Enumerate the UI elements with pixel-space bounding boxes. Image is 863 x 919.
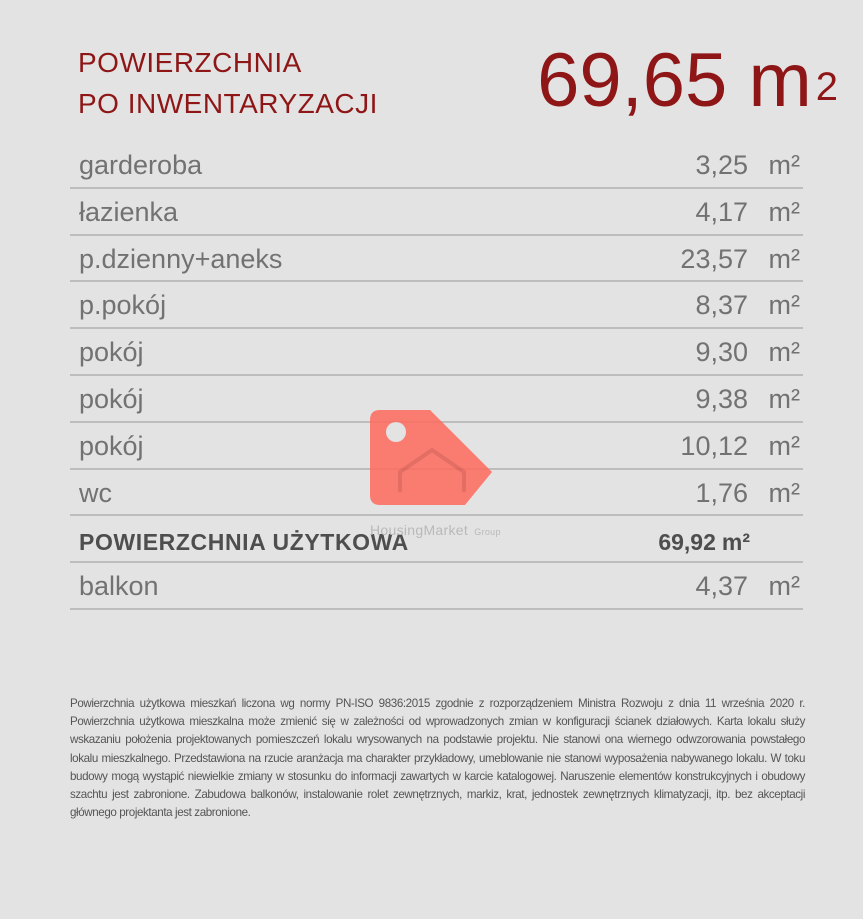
room-area: 8,37 xyxy=(695,290,748,321)
room-name: wc xyxy=(79,477,112,508)
room-area-table xyxy=(70,142,803,610)
room-area-unit: m² xyxy=(768,383,800,414)
balcony-area-unit: m² xyxy=(768,571,800,602)
room-area-unit: m² xyxy=(768,477,800,508)
table-row xyxy=(70,236,803,283)
room-name: p.pokój xyxy=(79,290,167,321)
table-row xyxy=(70,189,803,236)
watermark-brand xyxy=(370,522,501,538)
table-row xyxy=(70,142,803,189)
room-area: 1,76 xyxy=(695,477,748,508)
room-name: pokój xyxy=(79,383,144,414)
table-row xyxy=(70,329,803,376)
watermark-brand-subtext: Group xyxy=(474,527,501,537)
house-tag-icon xyxy=(370,410,495,505)
area-header-label xyxy=(78,42,378,124)
table-row xyxy=(70,282,803,329)
room-area-unit: m² xyxy=(768,243,800,274)
header-label-line2: PO INWENTARYZACJI xyxy=(78,88,378,119)
room-name: p.dzienny+aneks xyxy=(79,243,283,274)
balcony-row xyxy=(70,563,803,610)
room-name: garderoba xyxy=(79,150,203,180)
room-name: pokój xyxy=(79,337,144,368)
legal-footnote: Powierzchnia użytkowa mieszkań liczona wg normy PN-ISO 9836:2015 zgodnie z rozporządzeniem Ministra Rozwoju z dnia 11 września 2020 r. Powierzchnia użytkowa mieszkalna może zmienić się w zależności od wprowadzonych zmian w konfiguracji ścianek działowych. Karta lokalu służy wskazaniu położenia projektowanych pomieszczeń lokalu wrysowanych na podstawie projektu. Nie stanowi ona wiernego odwzorowania powstałego lokalu mieszkalnego. Przedstawiona na rzucie aranżacja ma charakter przykładowy, umeblowanie nie stanowi wyposażenia nabywanego lokalu. W toku budowy mogą wystąpić niewielkie zmiany w stosunku do informacji zawartych w karcie katalogowej. Naruszenie elementów konstrukcyjnych i obudowy szachtu jest zabronione. Zabudowa balkonów, instalowanie rolet zewnętrznych, markiz, krat, jednostek zewnętrznych klimatyzacji, itp. bez akceptacji głównego projektanta jest zabronione. xyxy=(70,697,805,820)
room-area-unit: m² xyxy=(768,150,800,180)
inventory-area-unit-superscript: 2 xyxy=(815,65,838,109)
room-name: pokój xyxy=(79,430,144,461)
usable-area-label: POWIERZCHNIA UŻYTKOWA xyxy=(79,529,409,556)
room-area: 9,30 xyxy=(695,337,748,368)
room-area-unit: m² xyxy=(768,196,800,227)
usable-area-unit: m² xyxy=(721,529,750,556)
room-area: 10,12 xyxy=(680,430,748,461)
inventory-area-value: 69,65 m xyxy=(537,38,812,123)
area-header xyxy=(78,40,838,130)
room-area-unit: m² xyxy=(768,290,800,321)
balcony-area: 4,37 xyxy=(695,571,748,602)
room-area-unit: m² xyxy=(768,430,800,461)
room-area: 3,25 xyxy=(695,150,748,180)
room-area: 4,17 xyxy=(695,196,748,227)
usable-area-value-wrap xyxy=(658,525,750,559)
usable-area-value: 69,92 xyxy=(658,529,716,556)
room-area: 23,57 xyxy=(680,243,748,274)
header-label-line1: POWIERZCHNIA xyxy=(78,47,302,78)
room-area-unit: m² xyxy=(768,337,800,368)
room-name: łazienka xyxy=(79,196,179,227)
balcony-name: balkon xyxy=(79,571,159,602)
watermark-brand-text: HousingMarket xyxy=(370,522,469,538)
room-area: 9,38 xyxy=(695,383,748,414)
inventory-area-total xyxy=(537,36,838,126)
